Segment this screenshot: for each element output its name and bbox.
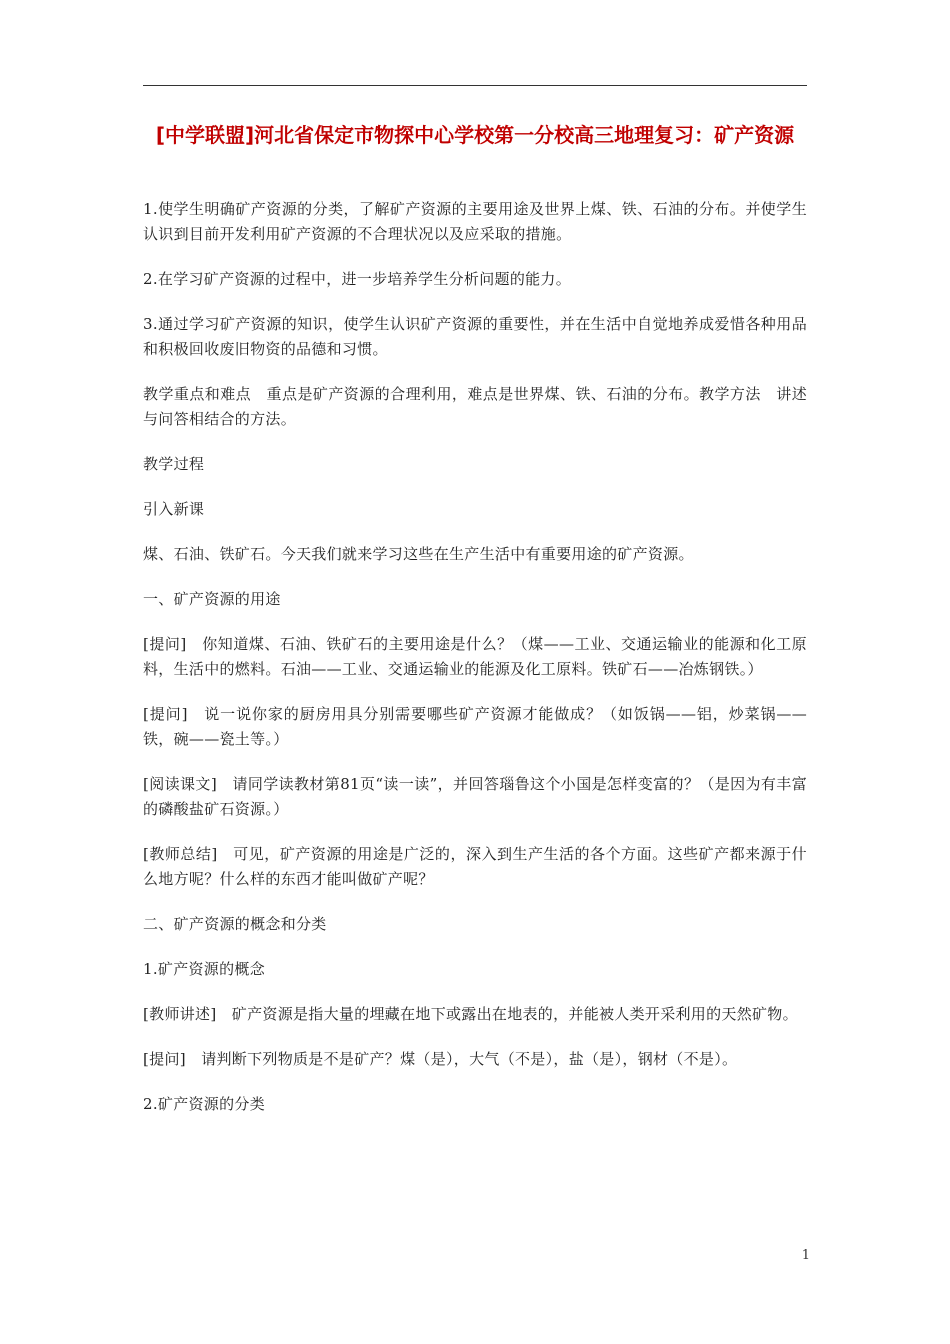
section-heading-concept: 二、矿产资源的概念和分类 [143,915,327,933]
reading-task: [阅读课文] 请同学读教材第81页“读一读”，并回答瑙鲁这个小国是怎样变富的？（是因为有丰富的磷酸盐矿石资源。） [143,775,807,818]
section-heading-uses: 一、矿产资源的用途 [143,590,281,608]
question-uses: [提问] 你知道煤、石油、铁矿石的主要用途是什么？（煤——工业、交通运输业的能源和化工原料，生活中的燃料。石油——工业、交通运输业的能源及化工原料。铁矿石——冶炼钢铁。） [143,635,807,678]
page-number: 1 [801,1248,810,1263]
objective-1: 1.使学生明确矿产资源的分类，了解矿产资源的主要用途及世界上煤、铁、石油的分布。并使学生认识到目前开发利用矿产资源的不合理状况以及应采取的措施。 [143,200,807,243]
teacher-explanation: [教师讲述] 矿产资源是指大量的埋藏在地下或露出在地表的，并能被人类开采利用的天然矿物。 [143,1005,798,1023]
key-points-and-method: 教学重点和难点 重点是矿产资源的合理利用，难点是世界煤、铁、石油的分布。教学方法 讲述与问答相结合的方法。 [143,385,807,428]
subheading-concept: 1.矿产资源的概念 [143,960,266,978]
document-body [143,197,807,1137]
intro-paragraph: 煤、石油、铁矿石。今天我们就来学习这些在生产生活中有重要用途的矿产资源。 [143,545,694,563]
header-rule [143,85,807,86]
objective-3: 3.通过学习矿产资源的知识，使学生认识矿产资源的重要性，并在生活中自觉地养成爱惜各种用品和积极回收废旧物资的品德和习惯。 [143,315,807,358]
section-heading-intro: 引入新课 [143,500,205,518]
document-title: [中学联盟]河北省保定市物探中心学校第一分校高三地理复习：矿产资源 [155,123,795,147]
question-kitchen: [提问] 说一说你家的厨房用具分别需要哪些矿产资源才能做成？（如饭锅——铝，炒菜锅——铁，碗——瓷土等。） [143,705,807,748]
section-heading-process: 教学过程 [143,455,205,473]
objective-2: 2.在学习矿产资源的过程中，进一步培养学生分析问题的能力。 [143,270,572,288]
question-judge: [提问] 请判断下列物质是不是矿产？煤（是），大气（不是），盐（是），钢材（不是）。 [143,1050,738,1068]
subheading-classification: 2.矿产资源的分类 [143,1095,266,1113]
teacher-summary: [教师总结] 可见，矿产资源的用途是广泛的，深入到生产生活的各个方面。这些矿产都来源于什么地方呢？什么样的东西才能叫做矿产呢？ [143,845,807,888]
